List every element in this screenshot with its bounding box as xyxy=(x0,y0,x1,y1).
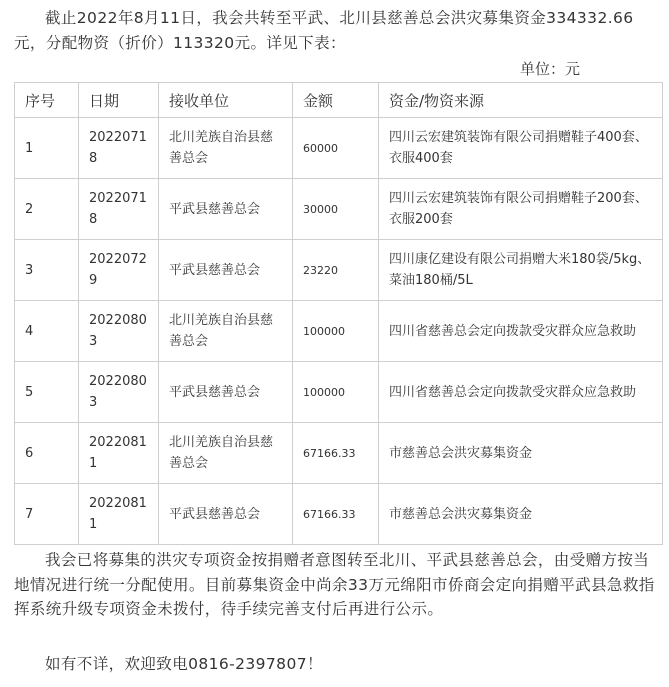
cell-amount: 60000 xyxy=(293,118,379,179)
cell-source: 市慈善总会洪灾募集资金 xyxy=(379,484,663,545)
table-row xyxy=(15,423,663,484)
cell-index: 4 xyxy=(15,301,79,362)
table-row xyxy=(15,301,663,362)
table-row xyxy=(15,179,663,240)
cell-index: 6 xyxy=(15,423,79,484)
cell-index: 2 xyxy=(15,179,79,240)
cell-source: 四川省慈善总会定向拨款受灾群众应急救助 xyxy=(379,301,663,362)
header-index: 序号 xyxy=(15,83,79,118)
header-date: 日期 xyxy=(79,83,159,118)
contact-line: 如有不详，欢迎致电0816-2397807！ xyxy=(45,655,323,673)
cell-recipient: 平武县慈善总会 xyxy=(159,179,293,240)
cell-recipient: 平武县慈善总会 xyxy=(159,240,293,301)
cell-source: 四川云宏建筑装饰有限公司捐赠鞋子400套、衣服400套 xyxy=(379,118,663,179)
cell-recipient: 北川羌族自治县慈善总会 xyxy=(159,301,293,362)
donation-table xyxy=(14,82,663,545)
cell-source: 四川省慈善总会定向拨款受灾群众应急救助 xyxy=(379,362,663,423)
cell-index: 7 xyxy=(15,484,79,545)
cell-amount: 23220 xyxy=(293,240,379,301)
cell-source: 市慈善总会洪灾募集资金 xyxy=(379,423,663,484)
cell-amount: 100000 xyxy=(293,362,379,423)
cell-date: 20220811 xyxy=(79,484,159,545)
cell-recipient: 北川羌族自治县慈善总会 xyxy=(159,118,293,179)
cell-date: 20220729 xyxy=(79,240,159,301)
cell-date: 20220803 xyxy=(79,301,159,362)
cell-amount: 30000 xyxy=(293,179,379,240)
table-row xyxy=(15,118,663,179)
cell-recipient: 平武县慈善总会 xyxy=(159,484,293,545)
header-amount: 金额 xyxy=(293,83,379,118)
intro-paragraph: 截止2022年8月11日，我会共转至平武、北川县慈善总会洪灾募集资金334332.66元，分配物资（折价）113320元。详见下表： xyxy=(14,9,634,52)
closing-paragraph: 我会已将募集的洪灾专项资金按捐赠者意图转至北川、平武县慈善总会，由受赠方按当地情况进行统一分配使用。目前募集资金中尚余33万元绵阳市侨商会定向捐赠平武县急救指挥系统升级专项资金未拨付，待手续完善支付后再进行公示。 xyxy=(14,551,655,618)
cell-recipient: 平武县慈善总会 xyxy=(159,362,293,423)
cell-date: 20220803 xyxy=(79,362,159,423)
cell-index: 1 xyxy=(15,118,79,179)
cell-source: 四川云宏建筑装饰有限公司捐赠鞋子200套、衣服200套 xyxy=(379,179,663,240)
cell-date: 20220718 xyxy=(79,118,159,179)
cell-amount: 67166.33 xyxy=(293,423,379,484)
cell-recipient: 北川羌族自治县慈善总会 xyxy=(159,423,293,484)
cell-amount: 100000 xyxy=(293,301,379,362)
header-recipient: 接收单位 xyxy=(159,83,293,118)
cell-date: 20220718 xyxy=(79,179,159,240)
cell-amount: 67166.33 xyxy=(293,484,379,545)
header-source: 资金/物资来源 xyxy=(379,83,663,118)
table-row xyxy=(15,484,663,545)
table-row xyxy=(15,362,663,423)
table-header-row xyxy=(15,83,663,118)
table-row xyxy=(15,240,663,301)
cell-index: 5 xyxy=(15,362,79,423)
cell-source: 四川康亿建设有限公司捐赠大米180袋/5kg、菜油180桶/5L xyxy=(379,240,663,301)
cell-index: 3 xyxy=(15,240,79,301)
cell-date: 20220811 xyxy=(79,423,159,484)
unit-label: 单位：元 xyxy=(520,60,581,78)
